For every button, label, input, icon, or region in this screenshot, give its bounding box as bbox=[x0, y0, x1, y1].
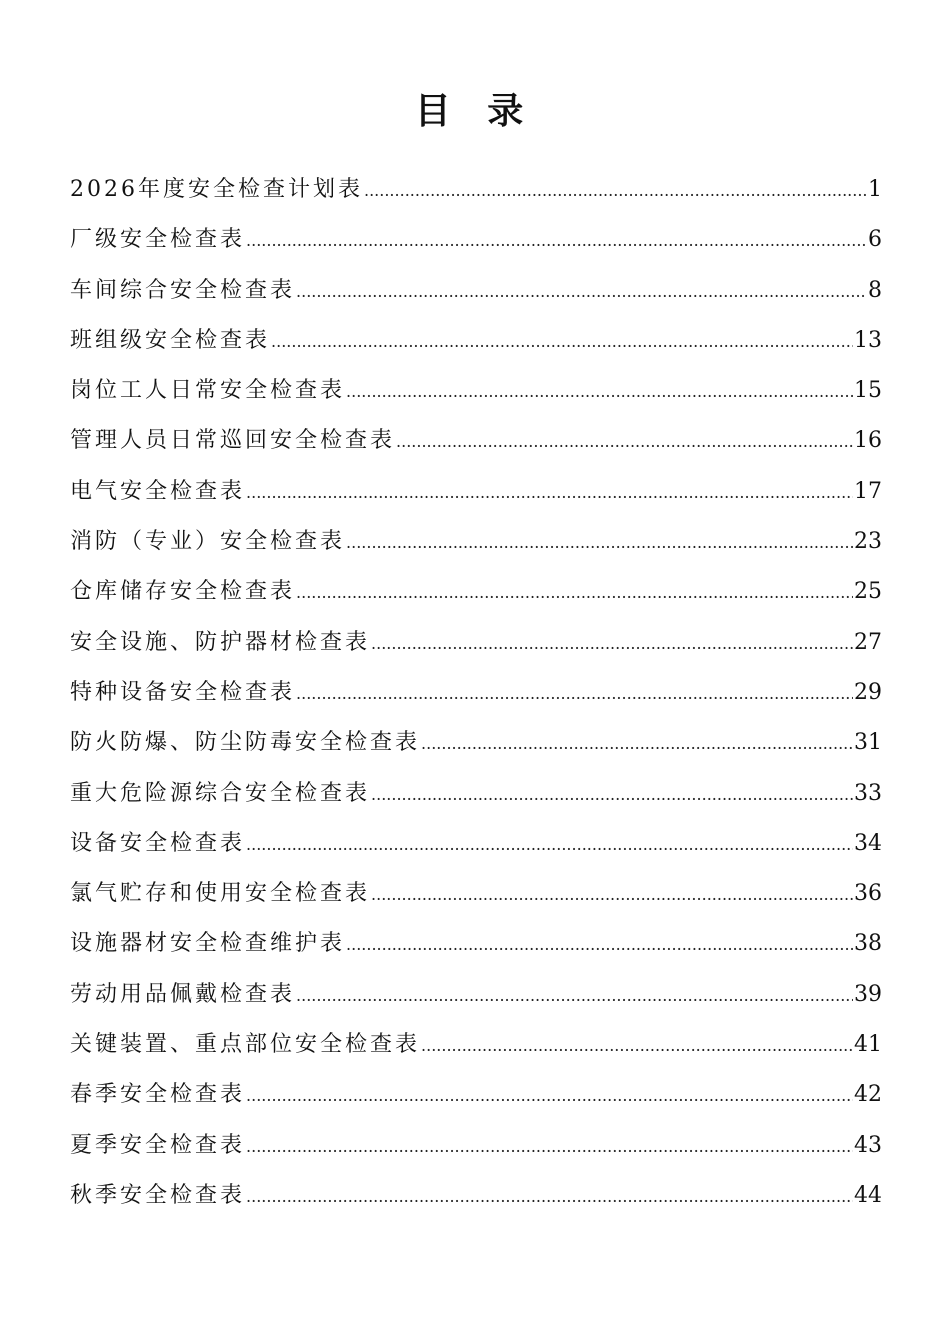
toc-entry-page: 34 bbox=[854, 830, 882, 856]
toc-entry-page: 38 bbox=[854, 931, 882, 957]
toc-leader-dots bbox=[346, 367, 853, 417]
toc-entry-label: 氯气贮存和使用安全检查表 bbox=[70, 881, 371, 907]
toc-entry-label: 消防（专业）安全检查表 bbox=[70, 529, 346, 555]
toc-entry-label: 重大危险源综合安全检查表 bbox=[70, 780, 371, 806]
toc-entry-page: 31 bbox=[854, 730, 882, 756]
toc-entry-page: 17 bbox=[854, 478, 882, 504]
toc-entry-label: 2026年度安全检查计划表 bbox=[70, 177, 363, 202]
toc-entry[interactable] bbox=[70, 416, 882, 466]
toc-entry-page: 27 bbox=[854, 629, 882, 655]
toc-entry-label: 电气安全检查表 bbox=[70, 478, 246, 504]
toc-entry[interactable] bbox=[70, 668, 882, 718]
toc-entry-label: 设施器材安全检查维护表 bbox=[70, 931, 346, 957]
toc-entry[interactable] bbox=[70, 1020, 882, 1070]
toc-leader-dots bbox=[296, 669, 853, 719]
toc-entry[interactable] bbox=[70, 769, 882, 819]
toc-entry[interactable] bbox=[70, 970, 882, 1020]
toc-entry-page: 23 bbox=[854, 529, 882, 555]
table-of-contents bbox=[70, 165, 882, 1221]
toc-leader-dots bbox=[246, 820, 853, 870]
page-title: 目 录 bbox=[414, 91, 536, 132]
toc-entry[interactable] bbox=[70, 366, 882, 416]
toc-leader-dots bbox=[296, 971, 853, 1021]
toc-leader-dots bbox=[364, 166, 867, 216]
toc-entry[interactable] bbox=[70, 165, 882, 215]
toc-leader-dots bbox=[246, 1071, 853, 1121]
toc-entry-label: 特种设备安全检查表 bbox=[70, 679, 296, 705]
toc-entry-page: 42 bbox=[854, 1082, 882, 1108]
toc-entry-page: 43 bbox=[854, 1132, 882, 1158]
toc-leader-dots bbox=[246, 1122, 853, 1172]
toc-entry[interactable] bbox=[70, 1121, 882, 1171]
toc-leader-dots bbox=[371, 619, 853, 669]
toc-leader-dots bbox=[371, 770, 853, 820]
toc-entry-page: 1 bbox=[868, 177, 882, 202]
toc-entry[interactable] bbox=[70, 819, 882, 869]
toc-entry-label: 设备安全检查表 bbox=[70, 830, 246, 856]
toc-entry-page: 39 bbox=[854, 981, 882, 1007]
toc-leader-dots bbox=[296, 267, 867, 317]
toc-leader-dots bbox=[246, 1172, 853, 1222]
toc-leader-dots bbox=[246, 216, 867, 266]
toc-leader-dots bbox=[246, 468, 853, 518]
toc-leader-dots bbox=[271, 317, 853, 367]
toc-entry-page: 8 bbox=[868, 277, 882, 303]
toc-entry-page: 33 bbox=[854, 780, 882, 806]
toc-entry[interactable] bbox=[70, 567, 882, 617]
toc-entry[interactable] bbox=[70, 266, 882, 316]
toc-entry-label: 夏季安全检查表 bbox=[70, 1132, 246, 1158]
toc-entry[interactable] bbox=[70, 618, 882, 668]
toc-entry[interactable] bbox=[70, 467, 882, 517]
toc-entry[interactable] bbox=[70, 517, 882, 567]
toc-entry-page: 29 bbox=[854, 679, 882, 705]
toc-entry-label: 厂级安全检查表 bbox=[70, 227, 246, 253]
toc-entry-page: 13 bbox=[854, 327, 882, 353]
toc-entry[interactable] bbox=[70, 316, 882, 366]
toc-entry[interactable] bbox=[70, 869, 882, 919]
toc-leader-dots bbox=[346, 518, 853, 568]
toc-entry[interactable] bbox=[70, 215, 882, 265]
toc-entry-label: 劳动用品佩戴检查表 bbox=[70, 981, 296, 1007]
toc-leader-dots bbox=[296, 568, 853, 618]
toc-leader-dots bbox=[371, 870, 853, 920]
toc-entry-label: 关键装置、重点部位安全检查表 bbox=[70, 1032, 421, 1058]
toc-entry[interactable] bbox=[70, 1171, 882, 1221]
toc-entry-page: 16 bbox=[854, 428, 882, 454]
toc-entry-page: 44 bbox=[854, 1182, 882, 1208]
toc-entry-label: 秋季安全检查表 bbox=[70, 1182, 246, 1208]
toc-entry-page: 36 bbox=[854, 881, 882, 907]
toc-leader-dots bbox=[346, 920, 853, 970]
toc-entry[interactable] bbox=[70, 919, 882, 969]
toc-entry-label: 车间综合安全检查表 bbox=[70, 277, 296, 303]
toc-entry[interactable] bbox=[70, 1070, 882, 1120]
toc-entry-label: 班组级安全检查表 bbox=[70, 327, 271, 353]
toc-leader-dots bbox=[396, 417, 853, 467]
toc-entry-label: 春季安全检查表 bbox=[70, 1082, 246, 1108]
toc-entry-page: 6 bbox=[868, 227, 882, 253]
toc-entry-page: 25 bbox=[854, 579, 882, 605]
toc-entry-label: 安全设施、防护器材检查表 bbox=[70, 629, 371, 655]
toc-leader-dots bbox=[421, 719, 853, 769]
toc-entry-label: 仓库储存安全检查表 bbox=[70, 579, 296, 605]
toc-leader-dots bbox=[421, 1021, 853, 1071]
toc-entry-label: 岗位工人日常安全检查表 bbox=[70, 378, 346, 404]
toc-entry-page: 15 bbox=[854, 378, 882, 404]
toc-entry-label: 防火防爆、防尘防毒安全检查表 bbox=[70, 730, 421, 756]
toc-entry-page: 41 bbox=[854, 1032, 882, 1058]
toc-entry-label: 管理人员日常巡回安全检查表 bbox=[70, 428, 396, 454]
toc-entry[interactable] bbox=[70, 718, 882, 768]
